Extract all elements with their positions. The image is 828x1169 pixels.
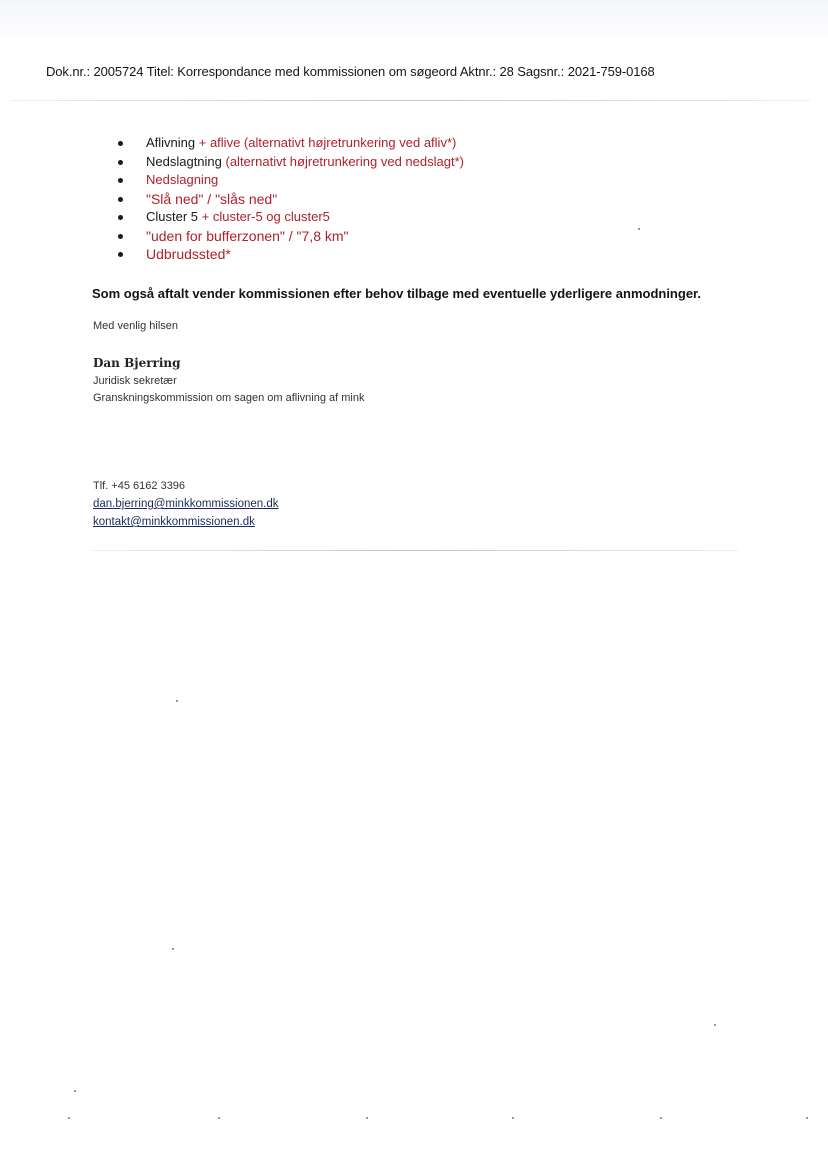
email-link-contact[interactable]: kontakt@minkkommissionen.dk <box>93 516 255 528</box>
scan-speck <box>366 1117 368 1119</box>
signature-name: Dan Bjerring <box>93 356 181 370</box>
list-item <box>108 171 464 190</box>
signature-divider <box>92 550 738 551</box>
header-divider <box>10 100 810 101</box>
scan-speck <box>806 1117 808 1119</box>
scan-speck <box>660 1117 662 1119</box>
scan-speck <box>714 1024 716 1026</box>
scan-speck <box>74 1090 76 1092</box>
keyword-term: Nedslagtning <box>146 153 222 169</box>
list-item <box>108 134 464 153</box>
scan-speck <box>68 1117 70 1119</box>
keyword-variant: Nedslagning <box>146 172 219 187</box>
list-item <box>108 153 464 172</box>
body-paragraph: Som også aftalt vender kommissionen efter behov tilbage med eventuelle yderligere anmodninger. <box>92 286 702 301</box>
list-item <box>108 190 464 209</box>
signature-title: Juridisk sekretær <box>93 375 177 387</box>
scan-speck <box>218 1117 220 1119</box>
keyword-list <box>108 134 464 264</box>
keyword-variant: (alternativt højretrunkering ved nedslagt*) <box>221 153 464 169</box>
keyword-term: Aflivning <box>146 135 196 150</box>
scan-speck <box>176 700 178 702</box>
scan-speck <box>638 228 640 230</box>
scan-speck <box>512 1117 514 1119</box>
list-item <box>108 245 464 264</box>
closing-greeting: Med venlig hilsen <box>93 320 178 332</box>
keyword-variant: "uden for bufferzonen" / "7,8 km" <box>146 227 349 244</box>
keyword-variant: Udbrudssted* <box>146 246 231 262</box>
scan-shadow <box>0 0 828 46</box>
keyword-variant: "Slå ned" / "slås ned" <box>146 190 278 207</box>
signature-organization: Granskningskommission om sagen om aflivning af mink <box>93 392 365 404</box>
email-link-personal[interactable]: dan.bjerring@minkkommissionen.dk <box>93 498 279 510</box>
keyword-variant: + cluster-5 og cluster5 <box>198 209 330 224</box>
scan-speck <box>172 948 174 950</box>
list-item <box>108 227 464 246</box>
list-item <box>108 208 464 227</box>
signature-phone: Tlf. +45 6162 3396 <box>93 480 186 492</box>
document-header: Dok.nr.: 2005724 Titel: Korrespondance med kommissionen om søgeord Aktnr.: 28 Sagsnr.: 2021-759-0168 <box>46 64 655 79</box>
keyword-variant: + aflive (alternativt højretrunkering ved afliv*) <box>195 135 457 150</box>
keyword-term: Cluster 5 <box>146 209 199 224</box>
